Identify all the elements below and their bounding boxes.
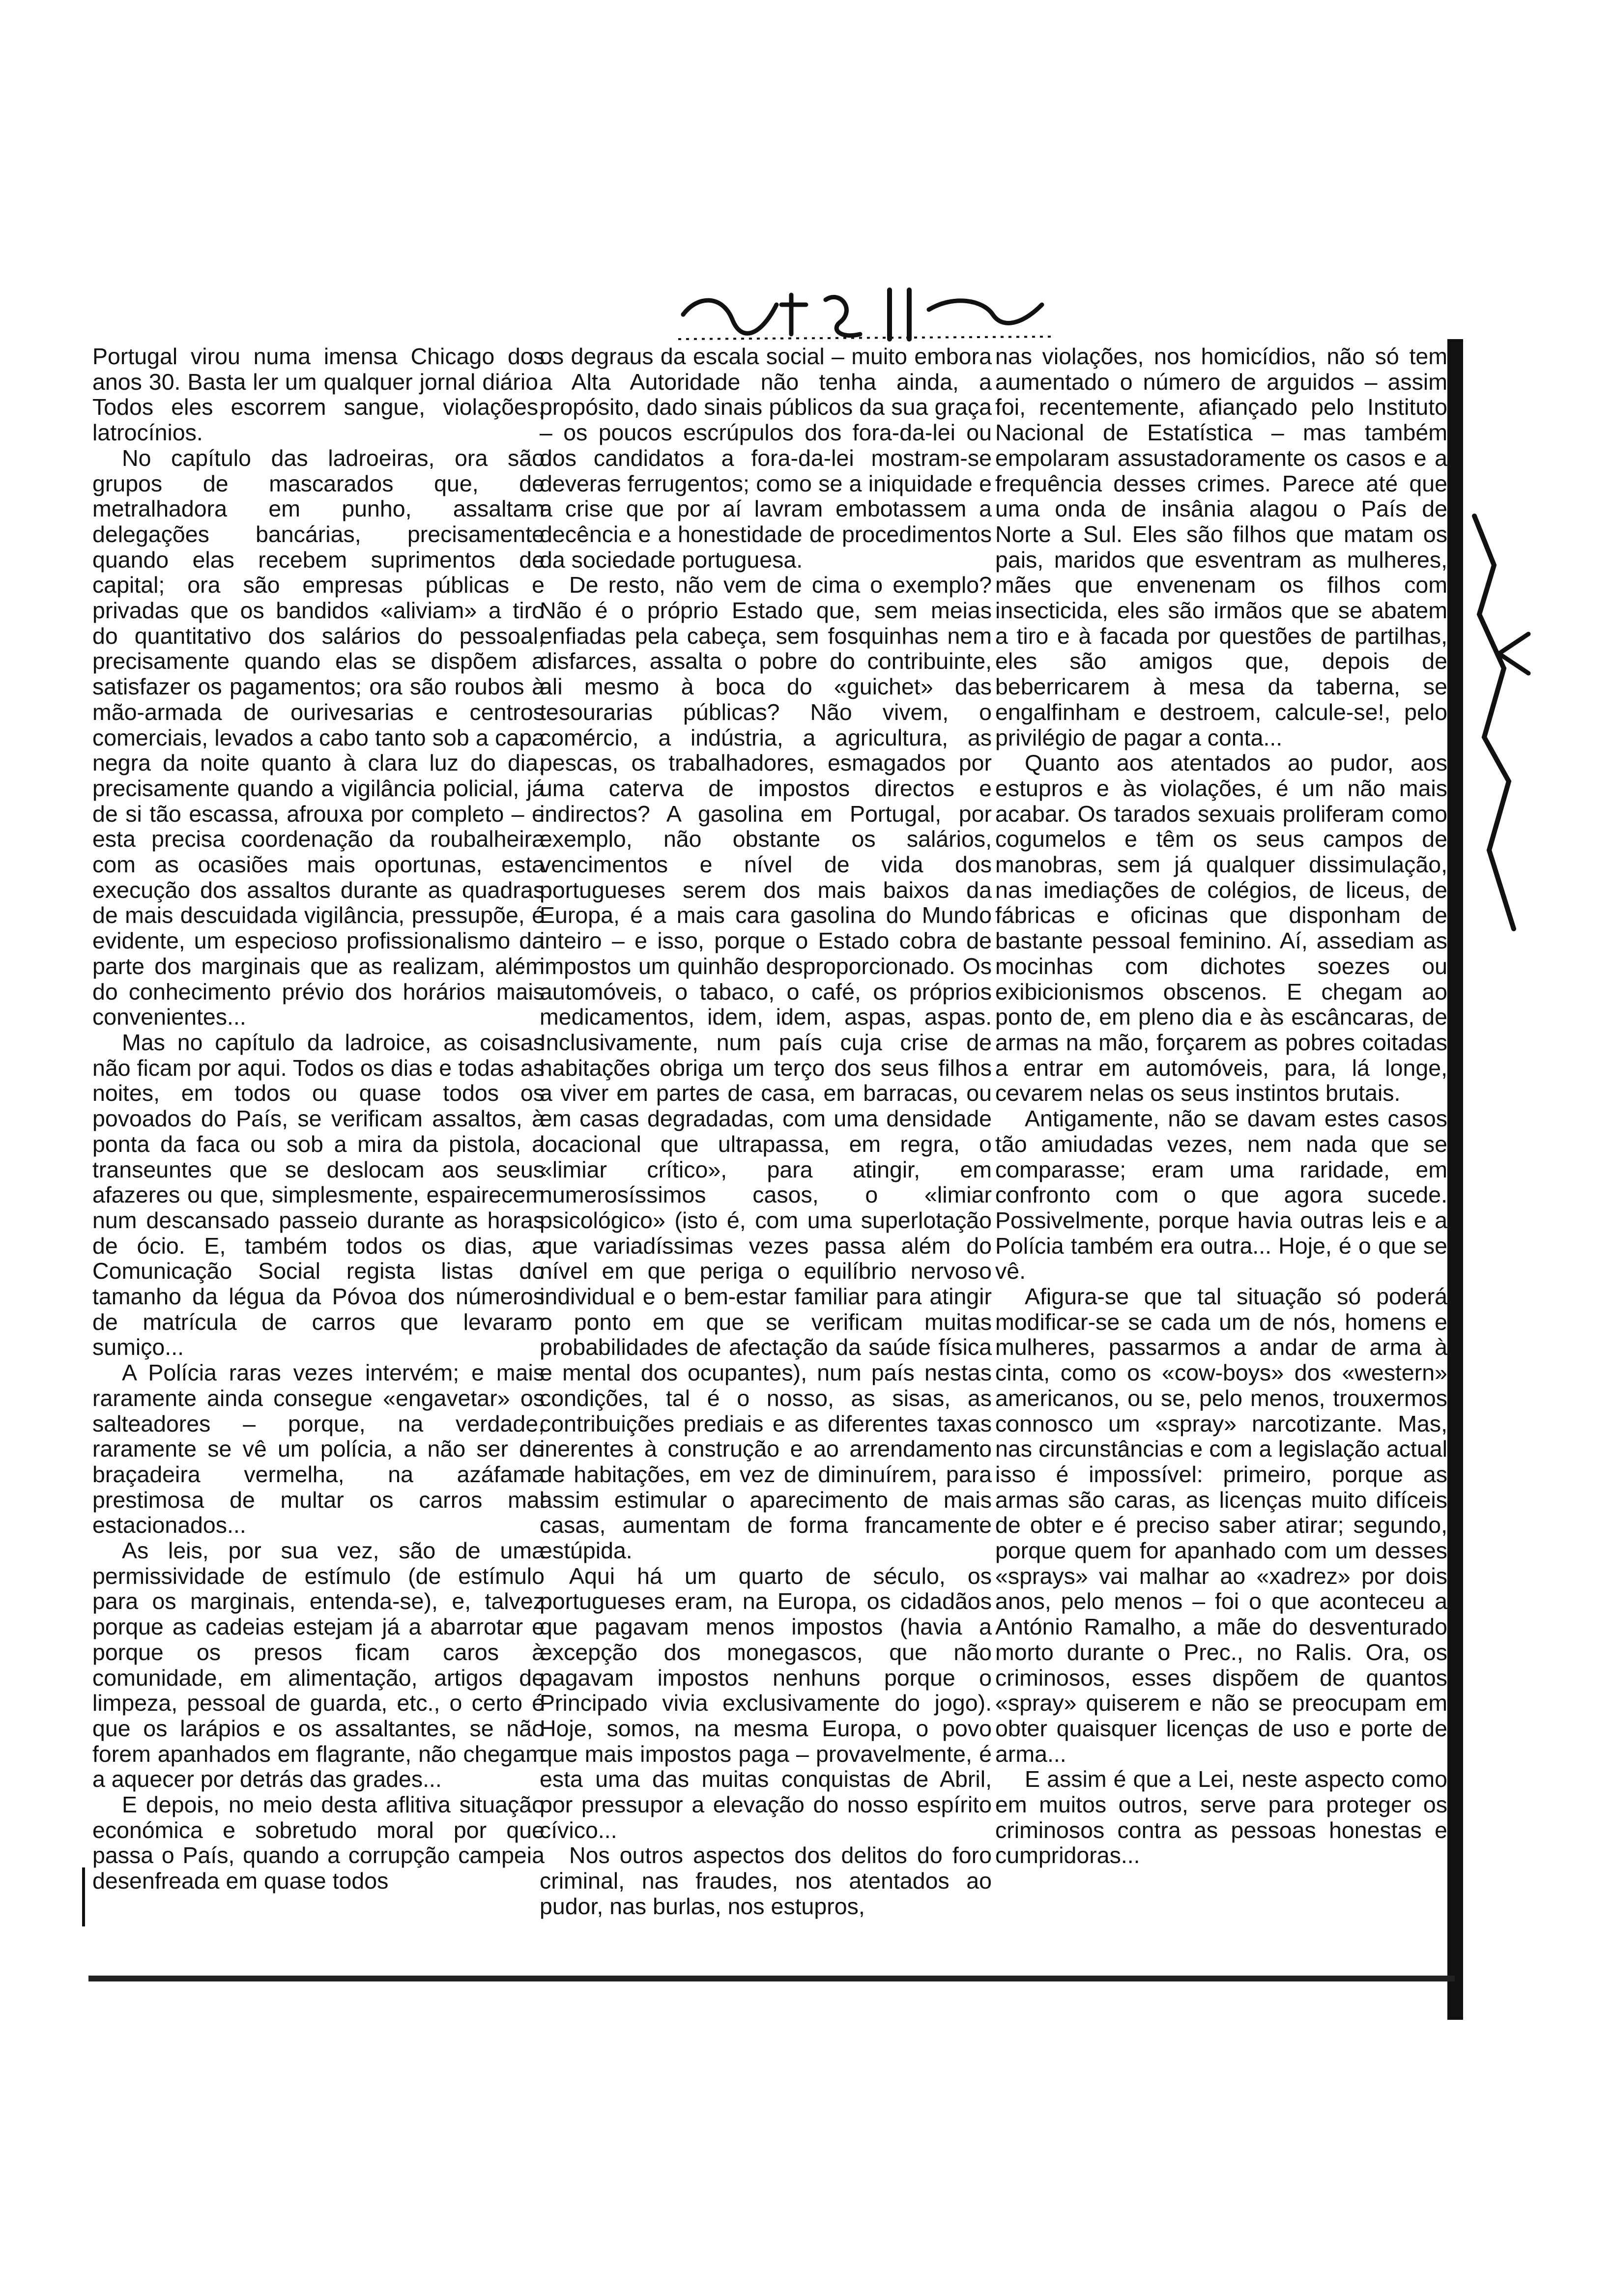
article-paragraph: Aqui há um quarto de século, os portugueses eram, na Europa, os cidadãos que pagavam menos impostos (havia a excepção dos monegascos, que não pagavam impostos nenhuns porque o Principado vivia exclusivamente do jogo). Hoje, somos, na mesma Europa, o povo que mais impostos paga – provavelmente, é esta uma das muitas conquistas de Abril, por pressupor a elevação do nosso espírito cívico... [540, 1563, 992, 1843]
scan-noise-icon [69, 1867, 98, 1926]
article-paragraph: os degraus da escala social – muito embora a Alta Autoridade não tenha ainda, a propósito, dado sinais públicos da sua graça – os poucos escrúpulos dos fora-da-lei ou dos candidatos a fora-da-lei mostram-se deveras ferrugentos; como se a iniquidade e a crise que por aí lavram embotassem a decência e a honestidade de procedimentos da sociedade portuguesa. [540, 344, 992, 573]
article-paragraph: No capítulo das ladroeiras, ora são grupos de mascarados que, de metralhadora em punho, assaltam delegações bancárias, precisamente quando elas recebem suprimentos de capital; ora são empresas públicas e privadas que os bandidos «aliviam» a tiro do quantitativo dos salários do pessoal, precisamente quando elas se dispõem a satisfazer os pagamentos; ora são roubos à mão-armada de ourivesarias e centros comerciais, levados a cabo tanto sob a capa negra da noite quanto à clara luz do dia, precisamente quando a vigilância policial, já de si tão escassa, afrouxa por completo – e esta precisa coordenação da roubalheira com as ocasiões mais oportunas, esta execução dos assaltos durante as quadras de mais descuidada vigilância, pressupõe, é evidente, um especioso profissionalismo da parte dos marginais que as realizam, além do conhecimento prévio dos horários mais convenientes... [92, 445, 545, 1030]
article-column-1 [92, 344, 545, 1894]
article-paragraph: nas violações, nos homicídios, não só tem aumentado o número de arguidos – assim foi, recentemente, afiançado pelo Instituto Nacional de Estatística – mas também empolaram assustadoramente os casos e a frequência desses crimes. Parece até que uma onda de insânia alagou o País de Norte a Sul. Eles são filhos que matam os pais, maridos que esventram as mulheres, mães que envenenam os filhos com insecticida, eles são irmãos que se abatem a tiro e à facada por questões de partilhas, eles são amigos que, depois de beberricarem à mesa da taberna, se engalfinham e destroem, calcule-se!, pelo privilégio de pagar a conta... [995, 344, 1447, 750]
article-paragraph: Mas no capítulo da ladroice, as coisas não ficam por aqui. Todos os dias e todas as noites, em todos ou quase todos os povoados do País, se verificam assaltos, à ponta da faca ou sob a mira da pistola, a transeuntes que se deslocam aos seus afazeres ou que, simplesmente, espairecem num descansado passeio durante as horas de ócio. E, também todos os dias, a Comunicação Social regista listas do tamanho da légua da Póvoa dos números de matrícula de carros que levaram sumiço... [92, 1029, 545, 1360]
article-paragraph: A Polícia raras vezes intervém; e mais raramente ainda consegue «engavetar» os salteadores – porque, na verdade, raramente se vê um polícia, a não ser de braçadeira vermelha, na azáfama prestimosa de multar os carros mal estacionados... [92, 1360, 545, 1538]
article-paragraph: Antigamente, não se davam estes casos tão amiudadas vezes, nem nada que se comparasse; eram uma raridade, em confronto com o que agora sucede. Possivelmente, porque havia outras leis e a Polícia também era outra... Hoje, é o que se vê. [995, 1106, 1447, 1284]
handwritten-annotation-icon [678, 275, 1052, 349]
article-paragraph: Nos outros aspectos dos delitos do foro criminal, nas fraudes, nos atentados ao pudor, nas burlas, nos estupros, [540, 1842, 992, 1919]
bottom-rule [88, 1976, 1455, 1981]
article-column-2 [540, 344, 992, 1920]
article-paragraph: De resto, não vem de cima o exemplo? Não é o próprio Estado que, sem meias enfiadas pela cabeça, sem fosquinhas nem disfarces, assalta o pobre do contribuinte, ali mesmo à boca do «guichet» das tesourarias públicas? Não vivem, o comércio, a indústria, a agricultura, as pescas, os trabalhadores, esmagados por uma caterva de impostos directos e indirectos? A gasolina em Portugal, por exemplo, não obstante os salários, vencimentos e nível de vida dos portugueses serem dos mais baixos da Europa, é a mais cara gasolina do Mundo inteiro – e isso, porque o Estado cobra de impostos um quinhão desproporcionado. Os automóveis, o tabaco, o café, os próprios medicamentos, idem, idem, aspas, aspas. Inclusivamente, num país cuja crise de habitações obriga um terço dos seus filhos a viver em partes de casa, em barracas, ou em casas degradadas, com uma densidade locacional que ultrapassa, em regra, o «limiar crítico», para atingir, em numerosíssimos casos, o «limiar psicológico» (isto é, com uma superlotação que variadíssimas vezes passa além do nível em que periga o equilíbrio nervoso individual e o bem-estar familiar para atingir o ponto em que se verificam muitas probabilidades de afectação da saúde física e mental dos ocupantes), num país nestas condições, tal é o nosso, as sisas, as contribuições prediais e as diferentes taxas inerentes à construção e ao arrendamento de habitações, em vez de diminuírem, para assim estimular o aparecimento de mais casas, aumentam de forma francamente estúpida. [540, 572, 992, 1564]
article-paragraph: Quanto aos atentados ao pudor, aos estupros e às violações, é um não mais acabar. Os tarados sexuais proliferam como cogumelos e têm os seus campos de manobras, sem já qualquer dissimulação, nas imediações de colégios, de liceus, de fábricas e oficinas que disponham de bastante pessoal feminino. Aí, assediam as mocinhas com dichotes soezes ou exibicionismos obscenos. E chegam ao ponto de, em pleno dia e às escâncaras, de armas na mão, forçarem as pobres coitadas a entrar em automóveis, para, lá longe, cevarem nelas os seus instintos brutais. [995, 750, 1447, 1106]
article-paragraph: E assim é que a Lei, neste aspecto como em muitos outros, serve para proteger os criminosos contra as pessoas honestas e cumpridoras... [995, 1766, 1447, 1868]
article-paragraph: E depois, no meio desta aflitiva situação económica e sobretudo moral por que passa o País, quando a corrupção campeia desenfreada em quase todos [92, 1792, 545, 1894]
article-column-3 [995, 344, 1447, 1868]
article-paragraph: Afigura-se que tal situação só poderá modificar-se se cada um de nós, homens e mulheres, passarmos a andar de arma à cinta, como os «cow-boys» dos «western» americanos, ou se, pelo menos, trouxermos connosco um «spray» narcotizante. Mas, nas circunstâncias e com a legislação actual isso é impossível: primeiro, porque as armas são caras, as licenças muito difíceis de obter e é preciso saber atirar; segundo, porque quem for apanhado com um desses «sprays» vai malhar ao «xadrez» por dois anos, pelo menos – foi o que aconteceu a António Ramalho, a mãe do desventurado morto durante o Prec., no Ralis. Ora, os criminosos, esses dispõem de quantos «spray» quiserem e não se preocupam em obter quaisquer licenças de uso e porte de arma... [995, 1284, 1447, 1767]
vertical-rule [1447, 339, 1463, 2020]
scan-noise-icon [1465, 506, 1533, 939]
article-paragraph: As leis, por sua vez, são de uma permissividade de estímulo (de estímulo para os marginais, entenda-se), e, talvez porque as cadeias estejam já a abarrotar e porque os presos ficam caros à comunidade, em alimentação, artigos de limpeza, pessoal de guarda, etc., o certo é que os larápios e os assaltantes, se não forem apanhados em flagrante, não chegam a aquecer por detrás das grades... [92, 1538, 545, 1792]
article-paragraph: Portugal virou numa imensa Chicago dos anos 30. Basta ler um qualquer jornal diário. Todos eles escorrem sangue, violações, latrocínios. [92, 344, 545, 446]
